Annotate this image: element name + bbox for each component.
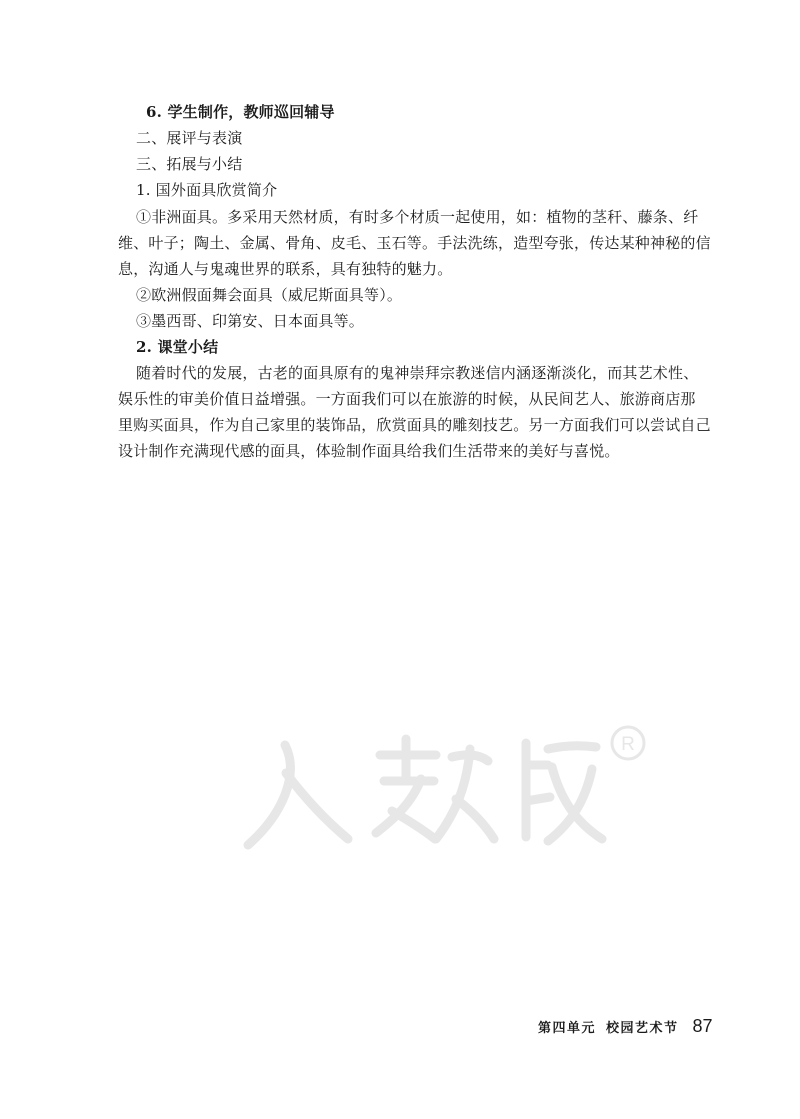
item-other-masks: ③墨西哥、印第安、日本面具等。 [136, 312, 365, 330]
page-number: 87 [692, 1016, 713, 1036]
paragraph-africa-line-2: 维、叶子；陶土、金属、骨角、皮毛、玉石等。手法洗练，造型夸张，传达某种神秘的信 [118, 234, 711, 252]
paragraph-africa-line-1: ①非洲面具。多采用天然材质，有时多个材质一起使用，如：植物的茎秆、藤条、纤 [136, 208, 699, 226]
chapter-label: 校园艺术节 [606, 1021, 679, 1036]
line-step-6: 6. 学生制作，教师巡回辅导 [146, 103, 335, 121]
subheading-foreign-masks: 1. 国外面具欣赏简介 [136, 181, 278, 199]
paragraph-summary-line-3: 里购买面具，作为自己家里的装饰品，欣赏面具的雕刻技艺。另一方面我们可以尝试自己 [118, 416, 711, 434]
page-footer [538, 1016, 713, 1037]
subheading-summary: 2. 课堂小结 [136, 338, 219, 356]
paragraph-summary-line-1: 随着时代的发展，古老的面具原有的鬼神崇拜宗教迷信内涵逐渐淡化，而其艺术性、 [136, 364, 699, 382]
item-europe-masks: ②欧洲假面舞会面具（威尼斯面具等）。 [136, 286, 403, 304]
paragraph-summary-line-2: 娱乐性的审美价值日益增强。一方面我们可以在旅游的时候，从民间艺人、旅游商店那 [118, 390, 696, 408]
unit-label: 第四单元 [538, 1021, 597, 1036]
paragraph-africa-line-3: 息，沟通人与鬼魂世界的联系，具有独特的魅力。 [118, 260, 453, 278]
publisher-watermark [230, 715, 650, 865]
paragraph-summary-line-4: 设计制作充满现代感的面具，体验制作面具给我们生活带来的美好与喜悦。 [118, 442, 620, 460]
svg-text:R: R [621, 734, 635, 755]
heading-exhibition: 二、展评与表演 [136, 129, 243, 147]
heading-extension: 三、拓展与小结 [136, 155, 243, 173]
